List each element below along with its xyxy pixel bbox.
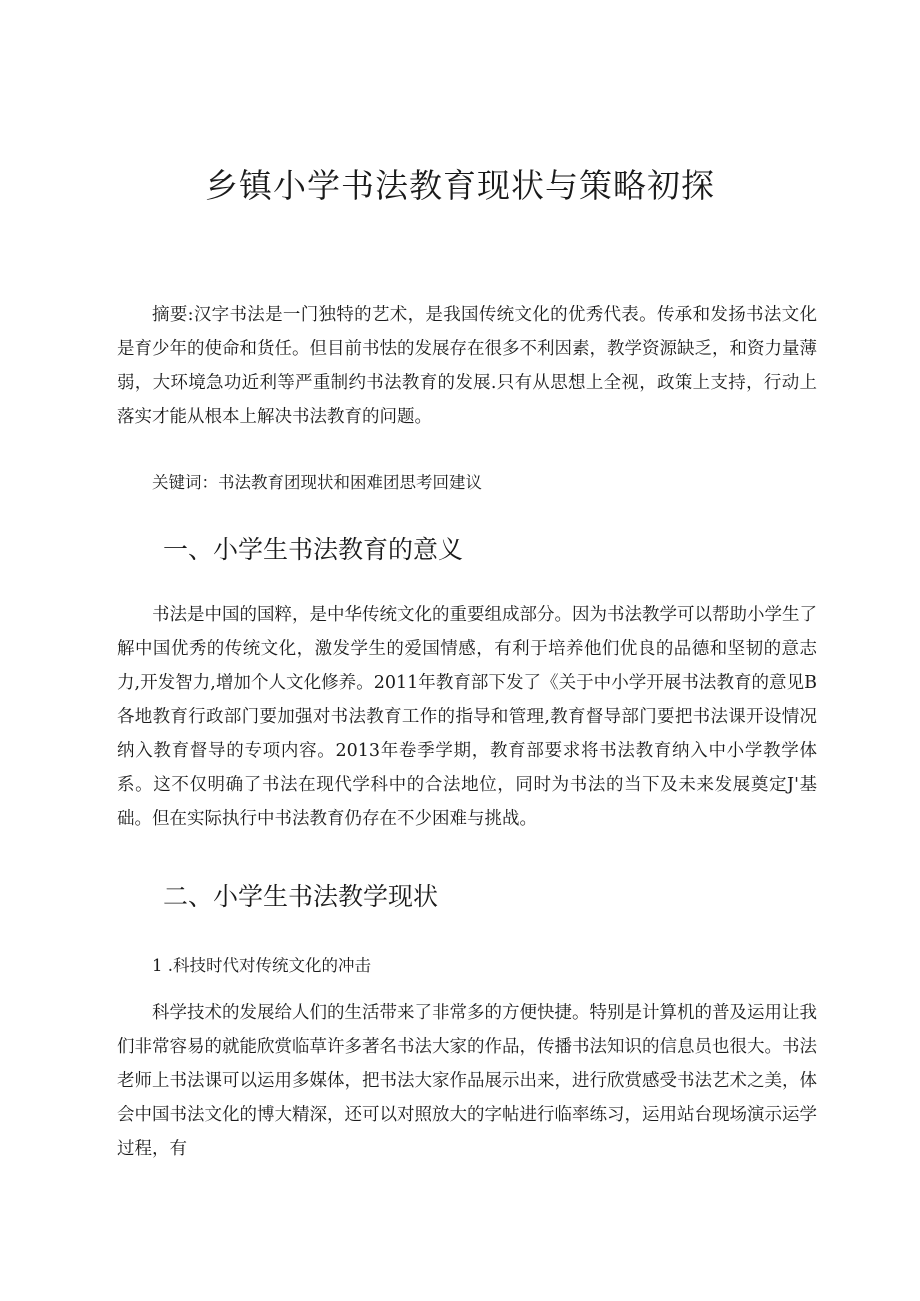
section-2-heading: 二、小学生书法教学现状	[163, 882, 439, 911]
keywords-line: 关键词：书法教育团现状和困难团思考回建议	[152, 473, 482, 492]
section-1-heading: 一、小学生书法教育的意义	[163, 535, 464, 564]
section-1-paragraph: 书法是中国的国粹，是中华传统文化的重要组成部分。因为书法教学可以帮助小学生了解中国优秀的传统文化，激发学生的爱国情感，有利于培养他们优良的品德和坚韧的意志力,开发智力,增加个人文化修养。2011年教育部下发了《关于中小学开展书法教育的意见B各地教育行政部门要加强对书法教育工作的指导和管理,教育督导部门要把书法课开设情况纳入教育督导的专项内容。2013年卷季学期，教育部要求将书法教育纳入中小学教学体系。这不仅明确了书法在现代学科中的合法地位，同时为书法的当下及未来发展奠定J'基础。但在实际执行中书法教育仍存在不少困难与挑战。	[117, 605, 817, 829]
section-2-subheading: 1 .科技时代对传统文化的冲击	[152, 956, 371, 975]
abstract-paragraph: 摘要:汉字书法是一门独特的艺术，是我国传统文化的优秀代表。传承和发扬书法文化是育少年的使命和货任。但目前书怯的发展存在很多不利因素，教学资源缺乏，和资力量薄弱，大环境急功近利等严重制约书法教育的发展.只有从思想上全视，政策上支持，行动上落实才能从根本上解决书法教育的问题。	[117, 305, 817, 427]
document-title: 乡镇小学书法教育现状与策略初探	[205, 166, 715, 205]
section-2-paragraph: 科学技术的发展给人们的生活带来了非常多的方便快捷。特别是计算机的普及运用让我们非常容易的就能欣赏临草许多著名书法大家的作品，传播书法知识的信息员也很大。书法老师上书法课可以运用多媒体，把书法大家作品展示出来，进行欣赏感受书法艺术之美，体会中国书法文化的博大精深，还可以对照放大的字帖进行临率练习，运用站台现场演示运学过程，有	[117, 1003, 817, 1159]
